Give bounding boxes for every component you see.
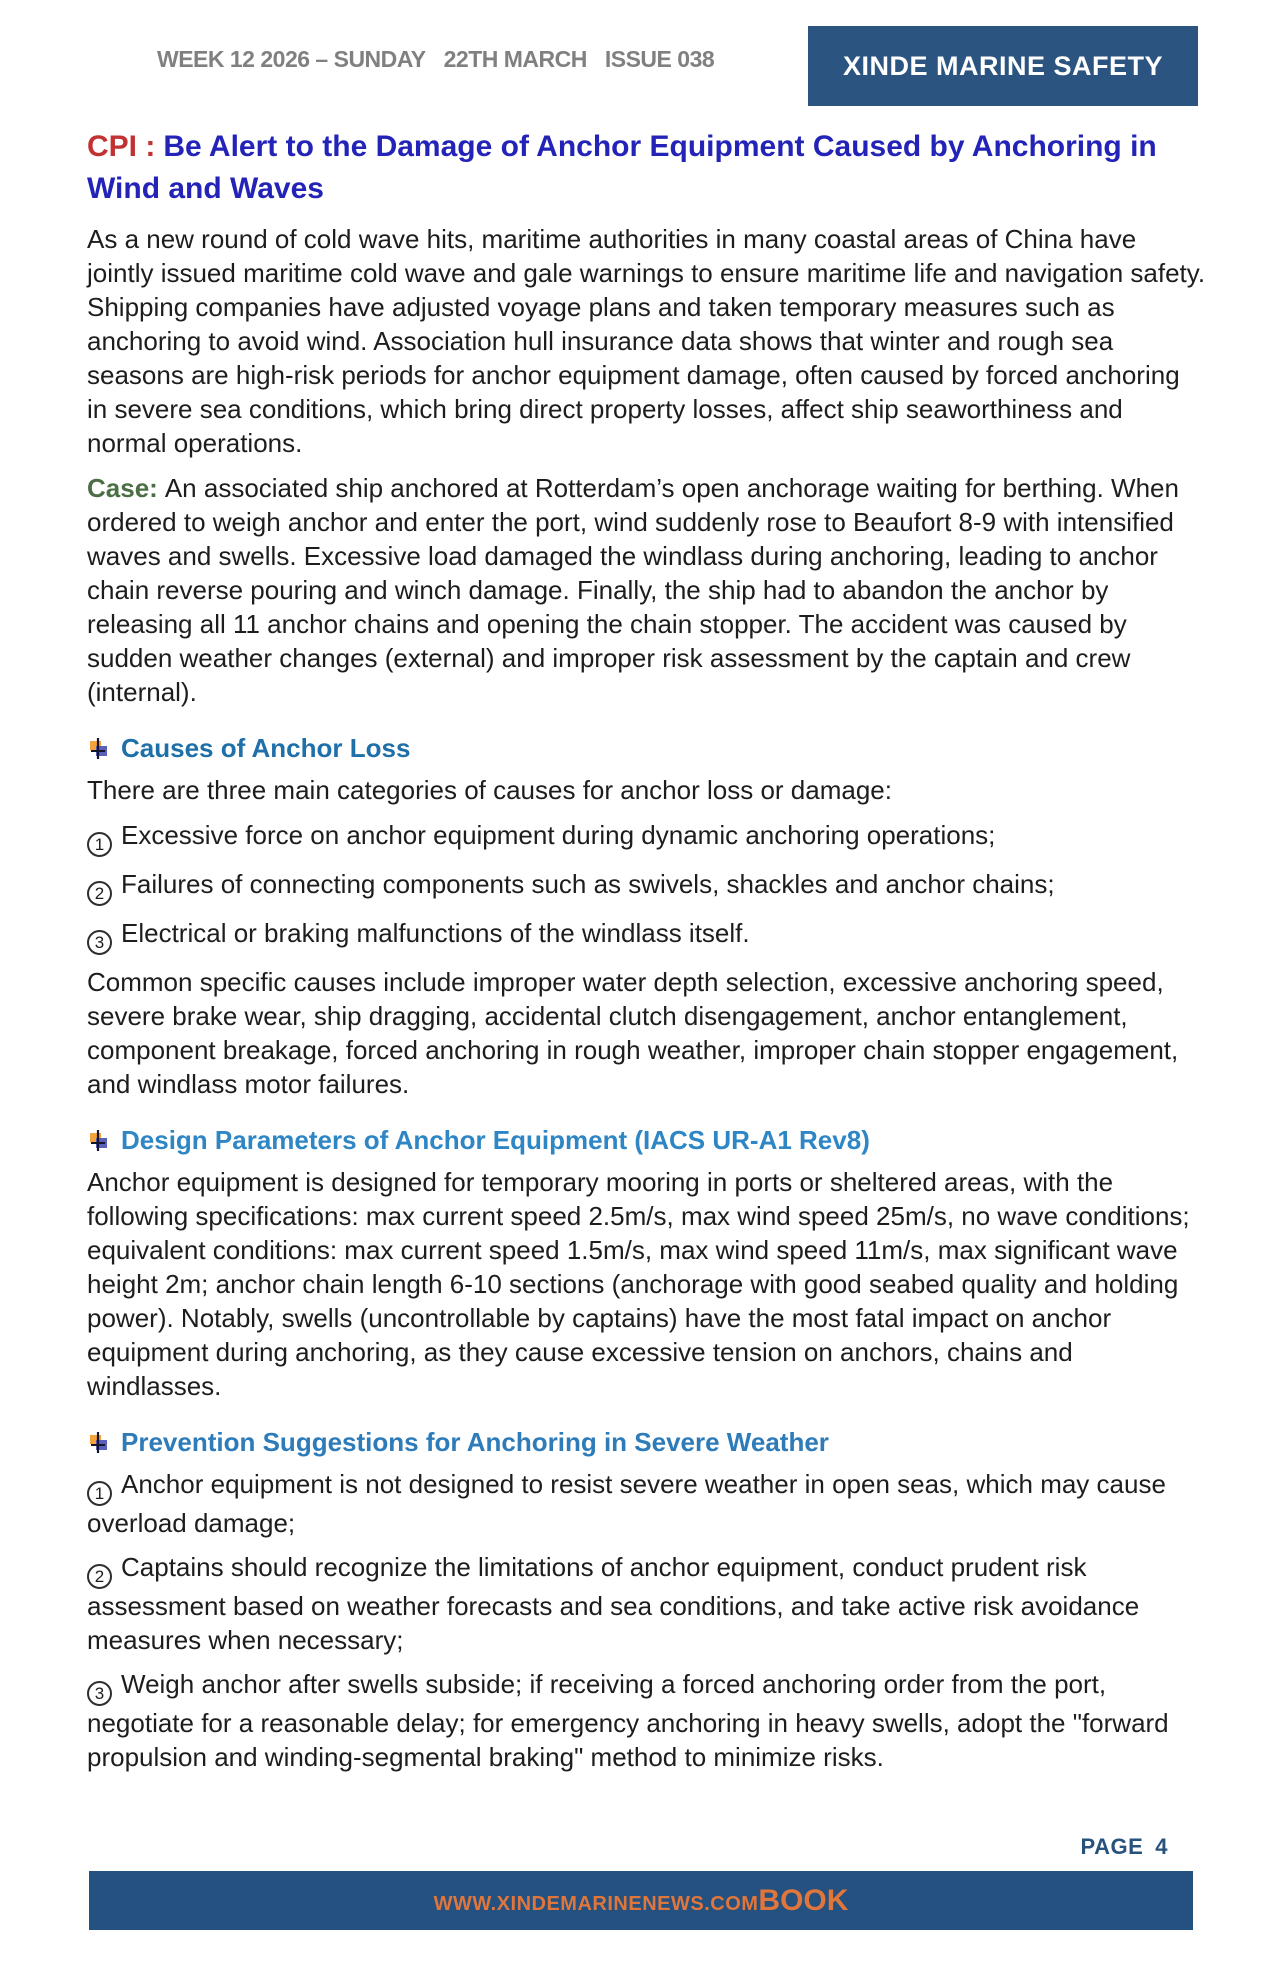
section-heading-causes bbox=[87, 731, 1207, 765]
circled-number: 3 bbox=[87, 930, 112, 955]
design-paragraph: Anchor equipment is designed for temporary mooring in ports or sheltered areas, with the following specifications: max current speed 2.5m/s, max wind speed 25m/s, no wave conditions; equivalent conditions: max current speed 1.5m/s, max wind speed 11m/s, max significant wave height 2m; anchor chain length 6-10 sections (anchorage with good seabed quality and holding power). Notably, swells (uncontrollable by captains) have the most fatal impact on anchor equipment during anchoring, as they cause excessive tension on anchors, chains and windlasses. bbox=[87, 1167, 1190, 1401]
list-item bbox=[87, 1550, 1207, 1657]
circled-number: 1 bbox=[87, 832, 112, 857]
intro-paragraph: As a new round of cold wave hits, maritime authorities in many coastal areas of China have jointly issued maritime cold wave and gale warnings to ensure maritime life and navigation safety. Shipping companies have adjusted voyage plans and taken temporary measures such as anchoring to avoid wind. Association hull insurance data shows that winter and rough sea seasons are high-risk periods for anchor equipment damage, often caused by forced anchoring in severe sea conditions, which bring direct property losses, affect ship seaworthiness and normal operations. bbox=[87, 224, 1206, 458]
section-heading-label: Causes of Anchor Loss bbox=[121, 733, 411, 763]
circled-number: 1 bbox=[87, 1481, 112, 1506]
circled-number: 2 bbox=[87, 1564, 112, 1589]
circled-number: 3 bbox=[87, 1681, 112, 1706]
list-item bbox=[87, 1667, 1207, 1774]
case-paragraph bbox=[87, 471, 1207, 709]
list-item bbox=[87, 1467, 1207, 1540]
causes-lead: There are three main categories of causes for anchor loss or damage: bbox=[87, 775, 892, 805]
title-prefix: CPI : bbox=[87, 130, 156, 163]
list-item-text: Weigh anchor after swells subside; if receiving a forced anchoring order from the port, negotiate for a reasonable delay; for emergency anchoring in heavy swells, adopt the "forward propulsion and winding-segmental braking" method to minimize risks. bbox=[87, 1669, 1169, 1772]
circled-number: 2 bbox=[87, 881, 112, 906]
page-number-value: 4 bbox=[1155, 1834, 1168, 1859]
section-heading-prevention bbox=[87, 1425, 1207, 1459]
anchor-bullet-icon bbox=[87, 737, 110, 760]
article bbox=[87, 126, 1207, 1784]
causes-paragraph: Common specific causes include improper water depth selection, excessive anchoring speed, severe brake wear, ship dragging, accidental clutch disengagement, anchor entanglement, component breakage, forced anchoring in rough weather, improper chain stopper engagement, and windlass motor failures. bbox=[87, 967, 1179, 1099]
anchor-bullet-icon bbox=[87, 1431, 110, 1454]
footer-site-link[interactable]: WWW.XINDEMARINENEWS.COM bbox=[433, 1892, 759, 1915]
footer-site-suffix: BOOK bbox=[758, 1883, 849, 1917]
section-heading-design bbox=[87, 1123, 1207, 1157]
case-label: Case: bbox=[87, 473, 158, 503]
footer-bar-content bbox=[434, 1884, 849, 1918]
list-item-text: Excessive force on anchor equipment during dynamic anchoring operations; bbox=[121, 820, 996, 850]
anchor-bullet-icon bbox=[87, 1129, 110, 1152]
issue-line bbox=[157, 46, 714, 73]
issue-number: ISSUE 038 bbox=[604, 46, 715, 72]
brand-title: XINDE MARINE SAFETY bbox=[842, 50, 1164, 81]
issue-date: 22TH MARCH bbox=[443, 46, 587, 72]
list-item-text: Captains should recognize the limitations of anchor equipment, conduct prudent risk assessment based on weather forecasts and sea conditions, and take active risk avoidance measures when necessary; bbox=[87, 1552, 1140, 1655]
list-item-text: Anchor equipment is not designed to resist severe weather in open seas, which may cause overload damage; bbox=[87, 1469, 1166, 1538]
page-number bbox=[1081, 1834, 1168, 1860]
list-item bbox=[87, 916, 1207, 955]
list-item-text: Electrical or braking malfunctions of the windlass itself. bbox=[121, 918, 750, 948]
list-item bbox=[87, 818, 1207, 857]
brand-box bbox=[808, 26, 1198, 106]
section-heading-label: Prevention Suggestions for Anchoring in Severe Weather bbox=[121, 1427, 829, 1457]
page-label: PAGE bbox=[1080, 1834, 1144, 1859]
footer-bar bbox=[89, 1871, 1193, 1930]
issue-week: WEEK 12 2026 – SUNDAY bbox=[157, 46, 426, 72]
article-title bbox=[87, 126, 1207, 210]
title-text: Be Alert to the Damage of Anchor Equipment Caused by Anchoring in Wind and Waves bbox=[87, 130, 1157, 205]
list-item bbox=[87, 867, 1207, 906]
list-item-text: Failures of connecting components such as swivels, shackles and anchor chains; bbox=[121, 869, 1055, 899]
case-text: An associated ship anchored at Rotterdam’s open anchorage waiting for berthing. When ordered to weigh anchor and enter the port, wind suddenly rose to Beaufort 8-9 with intensified waves and swells. Excessive load damaged the windlass during anchoring, leading to anchor chain reverse pouring and winch damage. Finally, the ship had to abandon the anchor by releasing all 11 anchor chains and opening the chain stopper. The accident was caused by sudden weather changes (external) and improper risk assessment by the captain and crew (internal). bbox=[87, 473, 1179, 707]
section-heading-label: Design Parameters of Anchor Equipment (IACS UR-A1 Rev8) bbox=[121, 1125, 870, 1155]
